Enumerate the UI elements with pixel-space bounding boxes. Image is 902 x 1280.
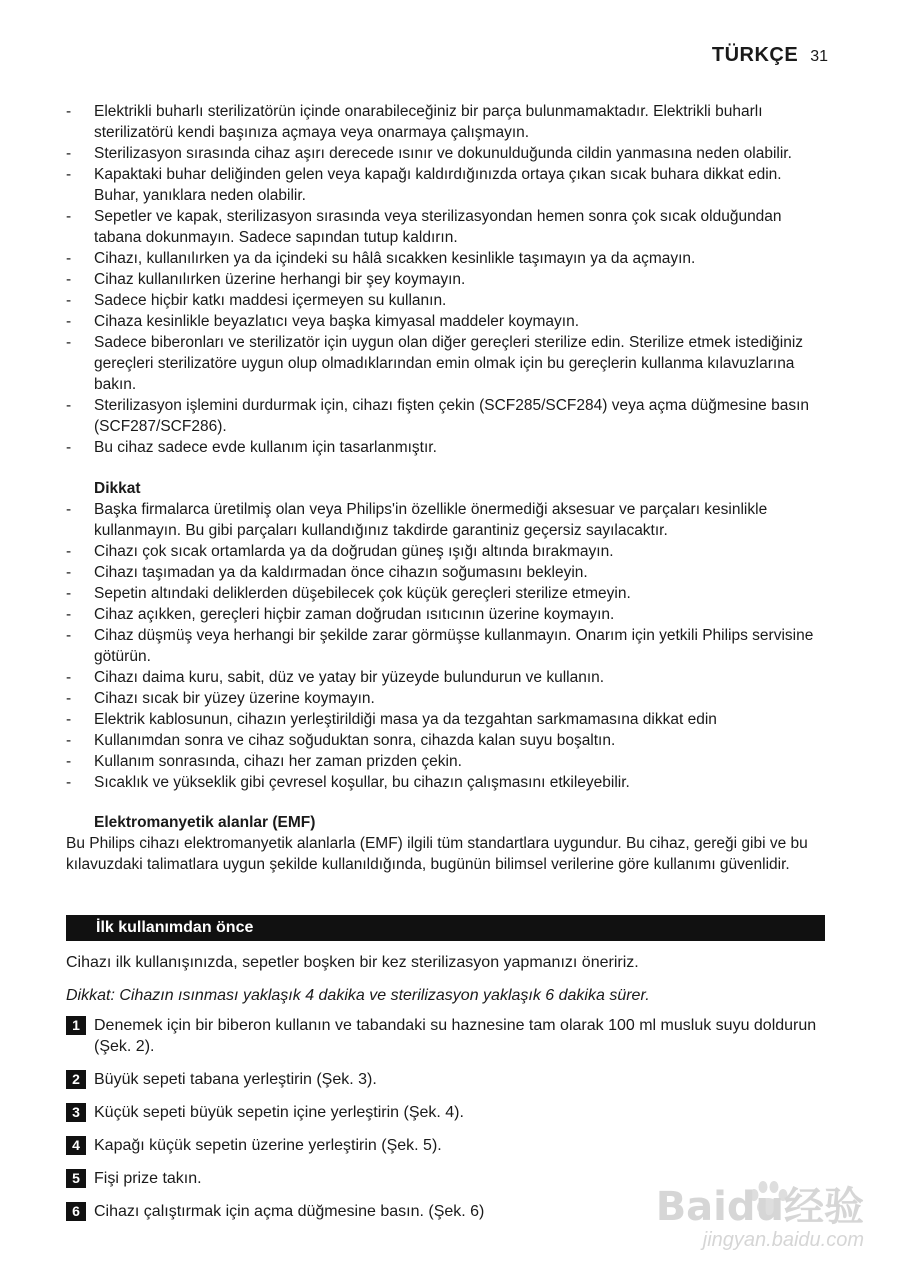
list-item: - Cihaz kullanılırken üzerine herhangi bir şey koymayın. bbox=[66, 271, 466, 288]
step-item: 4 Kapağı küçük sepetin üzerine yerleştirin (Şek. 5). bbox=[66, 1135, 830, 1156]
step-number: 1 bbox=[66, 1016, 86, 1035]
list-item: - Cihazı sıcak bir yüzey üzerine koymayın. bbox=[66, 690, 375, 707]
list-item: - Kullanımdan sonra ve cihaz soğuduktan sonra, cihazda kalan suyu boşaltın. bbox=[66, 732, 616, 749]
list-item: - Cihazı çok sıcak ortamlarda ya da doğrudan güneş ışığı altında bırakmayın. bbox=[66, 543, 614, 560]
step-item: 5 Fişi prize takın. bbox=[66, 1168, 830, 1189]
list-item: - Sadece biberonları ve sterilizatör için uygun olan diğer gereçleri sterilize edin. Sterilize etmek istediğiniz gereçleri sterilizatöre uygun olup olmadıklarından emin olmak için bu gereçlerin kullanma kılavuzlarına bakın. bbox=[66, 334, 804, 393]
step-item: 3 Küçük sepeti büyük sepetin içine yerleştirin (Şek. 4). bbox=[66, 1102, 830, 1123]
list-item: - Cihazı daima kuru, sabit, düz ve yatay bir yüzeyde bulundurun ve kullanın. bbox=[66, 669, 605, 686]
emf-paragraph: Bu Philips cihazı elektromanyetik alanlarla (EMF) ilgili tüm standartlara uygundur. Bu cihaz, gereği gibi ve bu kılavuzdaki talimatlara uygun şekilde kullanıldığında, bugünün bilimsel verilerine göre kullanımı güvenlidir. bbox=[66, 835, 808, 873]
step-number: 4 bbox=[66, 1136, 86, 1155]
list-item: - Sterilizasyon işlemini durdurmak için, cihazı fişten çekin (SCF285/SCF284) veya açma düğmesine basın (SCF287/SCF286). bbox=[66, 397, 810, 435]
list-item: - Cihaz düşmüş veya herhangi bir şekilde zarar görmüşse kullanmayın. Onarım için yetkili Philips servisine götürün. bbox=[66, 627, 814, 665]
page-header bbox=[712, 44, 828, 67]
step-item: 1 Denemek için bir biberon kullanın ve tabandaki su haznesine tam olarak 100 ml musluk suyu doldurun (Şek. 2). bbox=[66, 1015, 830, 1057]
list-item: - Kullanım sonrasında, cihazı her zaman prizden çekin. bbox=[66, 753, 462, 770]
list-item: - Sepetin altındaki deliklerden düşebilecek çok küçük gereçleri sterilize etmeyin. bbox=[66, 585, 631, 602]
list-item: - Sıcaklık ve yükseklik gibi çevresel koşullar, bu cihazın çalışmasını etkileyebilir. bbox=[66, 774, 630, 791]
list-item: - Elektrikli buharlı sterilizatörün içinde onarabileceğiniz bir parça bulunmamaktadır. Elektrikli buharlı sterilizatörü kendi başınıza açmaya veya onarmaya çalışmayın. bbox=[66, 103, 763, 141]
list-item: - Sterilizasyon sırasında cihaz aşırı derecede ısınır ve dokunulduğunda cildin yanmasına neden olabilir. bbox=[66, 145, 792, 162]
list-item: - Kapaktaki buhar deliğinden gelen veya kapağı kaldırdığınızda ortaya çıkan sıcak buhara dikkat edin. Buhar, yanıklara neden olabilir. bbox=[66, 166, 782, 204]
first-use-intro: Cihazı ilk kullanışınızda, sepetler boşken bir kez sterilizasyon yapmanızı öneririz. bbox=[66, 954, 639, 971]
section-language: TÜRKÇE bbox=[711, 44, 799, 66]
list-item: - Cihazı taşımadan ya da kaldırmadan önce cihazın soğumasını bekleyin. bbox=[66, 564, 588, 581]
dikkat-heading: Dikkat bbox=[94, 480, 141, 497]
page-number: 31 bbox=[810, 48, 828, 65]
section-title-bar: İlk kullanımdan önce bbox=[66, 915, 825, 941]
list-item: - Elektrik kablosunun, cihazın yerleştirildiği masa ya da tezgahtan sarkmamasına dikkat edin bbox=[66, 711, 717, 728]
list-item: - Sadece hiçbir katkı maddesi içermeyen su kullanın. bbox=[66, 292, 447, 309]
step-item: 6 Cihazı çalıştırmak için açma düğmesine basın. (Şek. 6) bbox=[66, 1201, 830, 1222]
step-item: 2 Büyük sepeti tabana yerleştirin (Şek. 3). bbox=[66, 1069, 830, 1090]
list-item: - Cihaz açıkken, gereçleri hiçbir zaman doğrudan ısıtıcının üzerine koymayın. bbox=[66, 606, 615, 623]
watermark bbox=[656, 1185, 864, 1252]
list-item: - Cihazı, kullanılırken ya da içindeki su hâlâ sıcakken kesinlikle taşımayın ya da açmayın. bbox=[66, 250, 696, 267]
list-item: - Bu cihaz sadece evde kullanım için tasarlanmıştır. bbox=[66, 439, 437, 456]
list-item: - Sepetler ve kapak, sterilizasyon sırasında veya sterilizasyondan hemen sonra çok sıcak olduğundan tabana dokunmayın. Sadece sapından tutup kaldırın. bbox=[66, 208, 782, 246]
watermark-logo: Baidu经验 bbox=[655, 1184, 864, 1230]
warnings-list bbox=[66, 101, 830, 458]
step-number: 2 bbox=[66, 1070, 86, 1089]
step-number: 3 bbox=[66, 1103, 86, 1122]
first-use-note: Dikkat: Cihazın ısınması yaklaşık 4 dakika ve sterilizasyon yaklaşık 6 dakika sürer. bbox=[66, 987, 650, 1004]
step-number: 5 bbox=[66, 1169, 86, 1188]
watermark-url: jingyan.baidu.com bbox=[702, 1229, 864, 1251]
list-item: - Cihaza kesinlikle beyazlatıcı veya başka kimyasal maddeler koymayın. bbox=[66, 313, 580, 330]
step-number: 6 bbox=[66, 1202, 86, 1221]
caution-list bbox=[66, 499, 830, 793]
list-item: - Başka firmalarca üretilmiş olan veya Philips'in özellikle önermediği aksesuar ve parçaları kesinlikle kullanmayın. Bu gibi parçaları kullandığınız takdirde garantiniz geçersiz sayılacaktır. bbox=[66, 501, 768, 539]
emf-heading: Elektromanyetik alanlar (EMF) bbox=[94, 814, 316, 831]
